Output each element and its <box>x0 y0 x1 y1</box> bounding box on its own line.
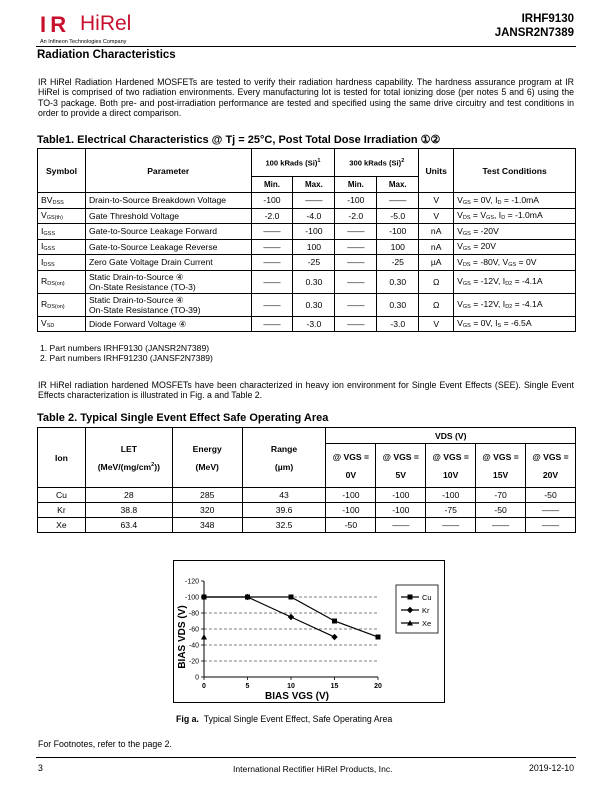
table-row <box>38 270 576 293</box>
parameter-cell: Diode Forward Voltage ④ <box>85 316 251 332</box>
legend-label: Cu <box>422 593 432 602</box>
symbol-cell: $I_{GSS}$ <box>38 224 86 240</box>
ion-property-cell: 320 <box>172 503 242 518</box>
table1-note-1: 1. Part numbers IRHF9130 (JANSR2N7389) <box>40 343 210 353</box>
max-cell: 100 <box>293 239 335 255</box>
fig-a-chart <box>173 560 445 703</box>
t2-header-range: Range (µm) <box>242 428 326 488</box>
header-rule <box>36 46 576 47</box>
max-cell: -100 <box>293 224 335 240</box>
min-cell: —— <box>251 224 293 240</box>
min-cell: —— <box>251 239 293 255</box>
unit-cell: V <box>419 316 454 332</box>
vds-cell: —— <box>426 518 476 533</box>
min-cell: —— <box>251 293 293 316</box>
max-cell: 100 <box>377 239 419 255</box>
condition-cell: $V_{GS} = -12V$, $I_{D2} = -4.1A$ <box>454 293 576 316</box>
min-cell: -100 <box>251 193 293 209</box>
vds-cell: —— <box>476 518 526 533</box>
ion-cell: Kr <box>38 503 86 518</box>
ion-property-cell: 285 <box>172 488 242 503</box>
part-number-2: JANSR2N7389 <box>494 27 574 39</box>
table-row <box>38 316 576 332</box>
logo-hirel-text: HiRel <box>80 12 132 35</box>
ion-property-cell: 32.5 <box>242 518 326 533</box>
unit-cell: Ω <box>419 270 454 293</box>
x-tick-label: 10 <box>287 683 295 690</box>
vds-cell: -100 <box>426 488 476 503</box>
electrical-characteristics-table <box>37 148 576 332</box>
max-cell: -4.0 <box>293 208 335 224</box>
unit-cell: V <box>419 193 454 209</box>
t1-header-100krads: 100 kRads $(Si)^1$ <box>251 149 335 177</box>
table-row <box>38 503 576 518</box>
min-cell: —— <box>335 224 377 240</box>
symbol-cell: $V_{SD}$ <box>38 316 86 332</box>
y-tick-label: -80 <box>188 610 199 618</box>
min-cell: —— <box>335 316 377 332</box>
table1-notes <box>40 343 213 364</box>
table-row <box>38 293 576 316</box>
vds-cell: —— <box>526 518 576 533</box>
page-number: 3 <box>38 763 43 773</box>
t1-header-symbol: Symbol <box>38 149 86 193</box>
data-point-kr <box>331 634 337 640</box>
t2-header-vds: VDS (V) <box>326 428 576 444</box>
condition-cell: $V_{GS} = 0V$, $I_D = -1.0mA$ <box>454 193 576 209</box>
t2-header-vgs: @ VGS = 20V <box>526 444 576 488</box>
table-row <box>38 239 576 255</box>
min-cell: -2.0 <box>251 208 293 224</box>
legend-marker <box>408 595 413 600</box>
t1-header-min: Min. <box>335 177 377 193</box>
ion-property-cell: 39.6 <box>242 503 326 518</box>
condition-cell: $V_{DS} = -80V$, $V_{GS} = 0V$ <box>454 255 576 271</box>
min-cell: —— <box>335 239 377 255</box>
company-logo <box>40 12 200 45</box>
table-row <box>38 224 576 240</box>
legend-box <box>396 585 438 633</box>
data-point-cu <box>376 635 381 640</box>
t1-header-max: Max. <box>293 177 335 193</box>
condition-cell: $V_{GS} = 20V$ <box>454 239 576 255</box>
y-tick-label: -40 <box>188 642 199 650</box>
unit-cell: Ω <box>419 293 454 316</box>
max-cell: 0.30 <box>293 293 335 316</box>
table-row <box>38 255 576 271</box>
data-point-cu <box>289 595 294 600</box>
max-cell: —— <box>377 193 419 209</box>
t2-header-vgs: @ VGS = 5V <box>376 444 426 488</box>
parameter-cell: Gate-to-Source Leakage Reverse <box>85 239 251 255</box>
ion-cell: Xe <box>38 518 86 533</box>
min-cell: —— <box>335 293 377 316</box>
y-tick-label: -20 <box>188 658 199 666</box>
section-title: Radiation Characteristics <box>37 49 176 61</box>
see-soa-table <box>37 427 576 533</box>
t1-header-min: Min. <box>251 177 293 193</box>
unit-cell: nA <box>419 224 454 240</box>
ion-property-cell: 63.4 <box>85 518 172 533</box>
table-row <box>38 193 576 209</box>
max-cell: 0.30 <box>293 270 335 293</box>
intro-paragraph: IR HiRel Radiation Hardened MOSFETs are tested to verify their radiation hardness capability. The hardness assurance program at IR HiRel is comprised of two radiation environments. Every manufacturing lot is tested for total ionizing dose (per notes 5 and 6) using the TO-3 package. Both pre- and post-irradiation performance are tested and specified using the same drive circuitry and test conditions in order to provide a direct comparison. <box>38 77 574 119</box>
vds-cell: —— <box>376 518 426 533</box>
y-tick-label: 0 <box>195 674 199 682</box>
table1-title: Table1. Electrical Characteristics @ Tj = 25°C, Post Total Dose Irradiation ①② <box>37 134 441 146</box>
vds-cell: -50 <box>476 503 526 518</box>
footer-rule <box>36 757 576 758</box>
legend-label: Xe <box>422 619 432 628</box>
max-cell: -5.0 <box>377 208 419 224</box>
parameter-cell: Drain-to-Source Breakdown Voltage <box>85 193 251 209</box>
max-cell: -3.0 <box>377 316 419 332</box>
see-paragraph: IR HiRel radiation hardened MOSFETs have been characterized in heavy ion environment for Single Event Effects (SEE). Single Event Effects characterization is illustrated in Fig. a and Table 2. <box>38 380 574 401</box>
data-point-cu <box>332 619 337 624</box>
parameter-cell: Static Drain-to-Source ④ On-State Resistance (TO-39) <box>85 293 251 316</box>
max-cell: -25 <box>377 255 419 271</box>
y-tick-label: -100 <box>184 594 199 602</box>
condition-cell: $V_{GS} = -20V$ <box>454 224 576 240</box>
vds-cell: —— <box>526 503 576 518</box>
unit-cell: µA <box>419 255 454 271</box>
t1-header-300krads: 300 kRads $(Si)^2$ <box>335 149 419 177</box>
y-tick-label: -60 <box>188 626 199 634</box>
x-tick-label: 20 <box>374 683 382 690</box>
condition-cell: $V_{GS} = 0V$, $I_S = -6.5A$ <box>454 316 576 332</box>
max-cell: 0.30 <box>377 293 419 316</box>
min-cell: —— <box>251 255 293 271</box>
t1-header-units: Units <box>419 149 454 193</box>
vds-cell: -50 <box>526 488 576 503</box>
max-cell: -100 <box>377 224 419 240</box>
parameter-cell: Gate Threshold Voltage <box>85 208 251 224</box>
t2-header-vgs: @ VGS = 15V <box>476 444 526 488</box>
ion-cell: Cu <box>38 488 86 503</box>
min-cell: —— <box>335 255 377 271</box>
max-cell: -3.0 <box>293 316 335 332</box>
t2-header-vgs: @ VGS = 10V <box>426 444 476 488</box>
legend-label: Kr <box>422 606 430 615</box>
t2-header-vgs: @ VGS = 0V <box>326 444 376 488</box>
table-row <box>38 208 576 224</box>
part-numbers <box>495 12 574 40</box>
vds-cell: -100 <box>326 503 376 518</box>
table1-note-2: 2. Part numbers IRHF91230 (JANSF2N7389) <box>40 353 213 364</box>
symbol-cell: $V_{GS(th)}$ <box>38 208 86 224</box>
x-tick-label: 15 <box>330 683 339 690</box>
min-cell: —— <box>251 316 293 332</box>
unit-cell: V <box>419 208 454 224</box>
min-cell: -2.0 <box>335 208 377 224</box>
condition-cell: $V_{GS} = -12V$, $I_{D2} = -4.1A$ <box>454 270 576 293</box>
x-axis-label: BIAS VGS (V) <box>265 691 329 702</box>
t2-header-energy: Energy (MeV) <box>172 428 242 488</box>
vds-cell: -50 <box>326 518 376 533</box>
symbol-cell: $I_{GSS}$ <box>38 239 86 255</box>
max-cell: -25 <box>293 255 335 271</box>
t2-header-ion: Ion <box>38 428 86 488</box>
footer-company: International Rectifier HiRel Products, Inc. <box>233 764 393 774</box>
symbol-cell: $R_{DS(on)}$ <box>38 270 86 293</box>
x-tick-label: 0 <box>202 683 206 690</box>
min-cell: —— <box>251 270 293 293</box>
ion-property-cell: 38.8 <box>85 503 172 518</box>
min-cell: —— <box>335 270 377 293</box>
ion-property-cell: 43 <box>242 488 326 503</box>
ion-property-cell: 28 <box>85 488 172 503</box>
t1-header-max: Max. <box>377 177 419 193</box>
parameter-cell: Gate-to-Source Leakage Forward <box>85 224 251 240</box>
part-number-1: IRHF9130 <box>521 13 574 25</box>
y-tick-label: -120 <box>184 578 199 586</box>
vds-cell: -70 <box>476 488 526 503</box>
table-row <box>38 488 576 503</box>
vds-cell: -100 <box>376 488 426 503</box>
figure-caption: Fig a. Typical Single Event Effect, Safe Operating Area <box>176 714 393 724</box>
t1-header-parameter: Parameter <box>85 149 251 193</box>
x-tick-label: 5 <box>245 683 250 690</box>
symbol-cell: $R_{DS(on)}$ <box>38 293 86 316</box>
data-point-xe <box>201 634 207 640</box>
symbol-cell: $BV_{DSS}$ <box>38 193 86 209</box>
ion-property-cell: 348 <box>172 518 242 533</box>
vds-cell: -100 <box>376 503 426 518</box>
parameter-cell: Static Drain-to-Source ④ On-State Resistance (TO-3) <box>85 270 251 293</box>
logo-ir-mark: I R <box>40 12 66 37</box>
y-axis-label: BIAS VDS (V) <box>177 605 188 669</box>
unit-cell: nA <box>419 239 454 255</box>
min-cell: -100 <box>335 193 377 209</box>
data-point-kr <box>288 614 294 620</box>
condition-cell: $V_{DS} = V_{GS}$, $I_D = -1.0mA$ <box>454 208 576 224</box>
logo-subtitle: An Infineon Technologies Company <box>40 39 127 45</box>
vds-cell: -75 <box>426 503 476 518</box>
see-soa-plot <box>174 561 444 702</box>
symbol-cell: $I_{DSS}$ <box>38 255 86 271</box>
t2-header-let: LET $(MeV/(mg/cm^2))$ <box>85 428 172 488</box>
parameter-cell: Zero Gate Voltage Drain Current <box>85 255 251 271</box>
max-cell: 0.30 <box>377 270 419 293</box>
series-line-kr <box>204 597 335 637</box>
table2-title: Table 2. Typical Single Event Effect Safe Operating Area <box>37 412 329 424</box>
table-row <box>38 518 576 533</box>
max-cell: —— <box>293 193 335 209</box>
vds-cell: -100 <box>326 488 376 503</box>
footer-date: 2019-12-10 <box>529 763 574 773</box>
footnote-reference: For Footnotes, refer to the page 2. <box>38 739 172 749</box>
t1-header-conditions: Test Conditions <box>454 149 576 193</box>
